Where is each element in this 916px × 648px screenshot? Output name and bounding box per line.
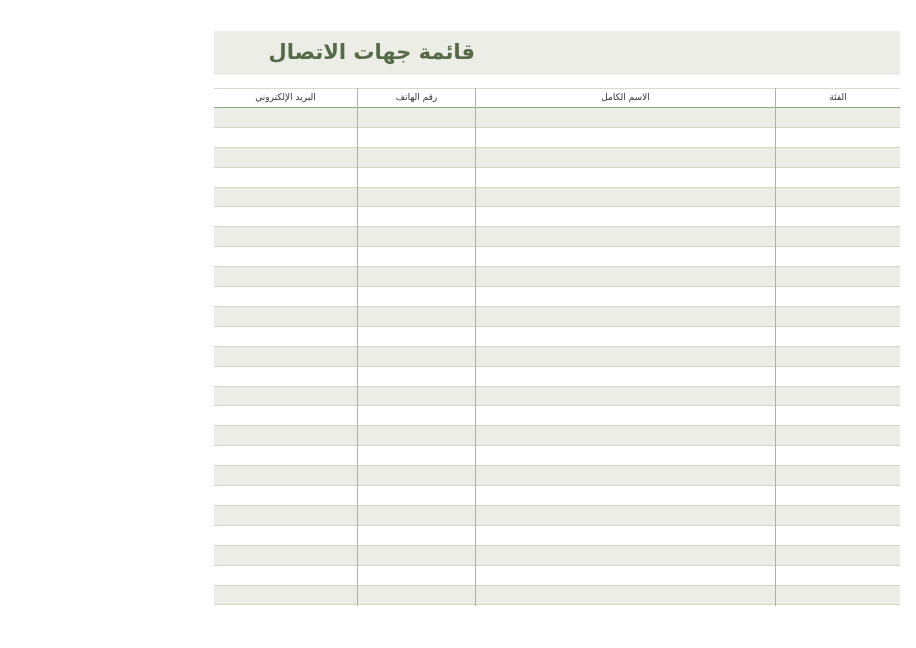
table-row[interactable]	[214, 208, 900, 228]
table-row[interactable]	[214, 168, 900, 188]
header-email: البريد الإلكتروني	[255, 93, 316, 103]
table-row[interactable]	[214, 506, 900, 526]
table-row[interactable]	[214, 188, 900, 208]
column-divider	[357, 88, 358, 606]
page-title: قائمة جهات الاتصال	[268, 40, 475, 64]
table-row[interactable]	[214, 546, 900, 566]
table-row[interactable]	[214, 307, 900, 327]
table-row[interactable]	[214, 466, 900, 486]
table-row[interactable]	[214, 566, 900, 586]
table-row[interactable]	[214, 486, 900, 506]
table-row[interactable]	[214, 327, 900, 347]
column-divider	[475, 88, 476, 606]
table-row[interactable]	[214, 148, 900, 168]
table-row[interactable]	[214, 227, 900, 247]
table-row[interactable]	[214, 407, 900, 427]
table-row[interactable]	[214, 526, 900, 546]
table-row[interactable]	[214, 247, 900, 267]
table-row[interactable]	[214, 367, 900, 387]
table-row[interactable]	[214, 128, 900, 148]
header-full-name: الاسم الكامل	[601, 93, 650, 103]
table-row[interactable]	[214, 287, 900, 307]
table-row[interactable]	[214, 446, 900, 466]
column-divider	[775, 88, 776, 606]
table-row[interactable]	[214, 426, 900, 446]
header-category: الفئة	[829, 93, 847, 103]
table-header-row	[214, 88, 900, 108]
table-row[interactable]	[214, 387, 900, 407]
contacts-table	[214, 88, 900, 606]
table-row[interactable]	[214, 267, 900, 287]
table-row[interactable]	[214, 586, 900, 606]
table-row[interactable]	[214, 347, 900, 367]
table-row[interactable]	[214, 108, 900, 128]
header-phone: رقم الهاتف	[395, 93, 438, 103]
